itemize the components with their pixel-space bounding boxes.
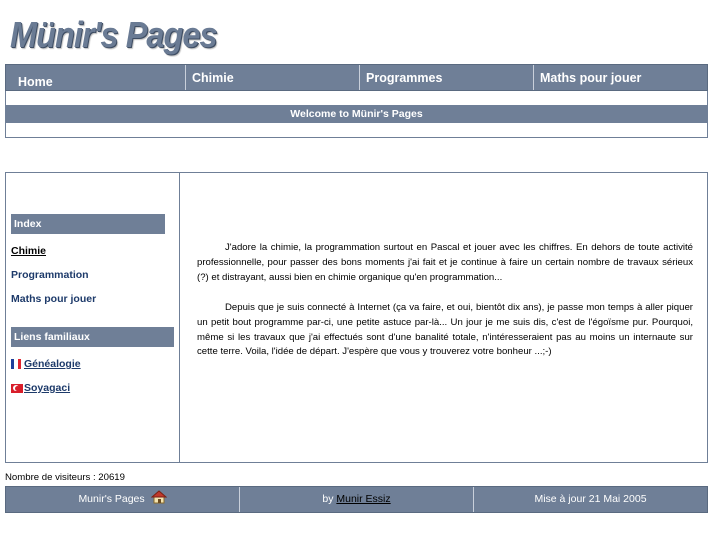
sidebar-link-soyagaci[interactable] [11,382,70,394]
footer-site-label: Munir's Pages [78,493,145,505]
author-link[interactable]: Munir Essiz [336,493,391,505]
sidebar [6,173,180,462]
family-links-heading: Liens familiaux [11,327,174,347]
sidebar-link-programmation[interactable]: Programmation [11,269,89,281]
footer-by-prefix: by [322,493,337,505]
sidebar-link-maths-pour-jouer[interactable]: Maths pour jouer [11,293,97,305]
genealogie-label: Généalogie [24,358,81,370]
nav-home[interactable]: Home [6,65,186,90]
internet-paragraph: Depuis que je suis connecté à Internet (ça va faire, et oui, bientôt dix ans), je passe mon temps à aller piquer un petit bout programme par-ci, une petite astuce par-là... Un jour je me suis dis, c'est de l'égoïsme pur. Pourquoi, même si les travaux que j'ai effectués sont d'une banalité totale, n'intéresseraient pas au moins un internaute sur cette terre. Voila, l'idée de départ. J'espère que vous y trouverez votre bonheur ...;-) [197,302,693,358]
nav-maths-pour-jouer[interactable]: Maths pour jouer [540,71,642,85]
sidebar-link-genealogie[interactable] [11,358,81,370]
top-navigation [5,64,708,91]
footer-updated: Mise à jour 21 Mai 2005 [534,493,647,505]
intro-paragraph: J'adore la chimie, la programmation surtout en Pascal et jouer avec les chiffres. En dehors de toute activité professionnelle, pour passer des bons moments j'ai fait et je continue à faire un certain nombre de travaux sérieux (?) et distrayant, aussi bien en chimie organique qu'en programmation... [197,242,693,283]
site-logo: Münir's Pages [10,14,217,55]
spacer-row [5,123,708,138]
france-flag-icon [11,359,21,369]
turkey-flag-icon [11,384,23,393]
home-icon[interactable] [151,490,167,504]
footer-author [240,487,474,512]
nav-programmes[interactable]: Programmes [360,65,534,90]
visitor-counter: Nombre de visiteurs : 20619 [5,472,125,483]
content-area [180,173,707,462]
main-panel [5,172,708,463]
sidebar-link-chimie[interactable]: Chimie [11,245,47,257]
nav-chimie[interactable]: Chimie [186,65,360,90]
spacer-row [5,91,708,106]
soyagaci-label: Soyagaci [24,382,71,394]
footer-site-name [6,487,240,512]
footer-bar [5,486,708,513]
welcome-banner: Welcome to Münir's Pages [5,106,708,123]
index-heading: Index [11,214,165,234]
